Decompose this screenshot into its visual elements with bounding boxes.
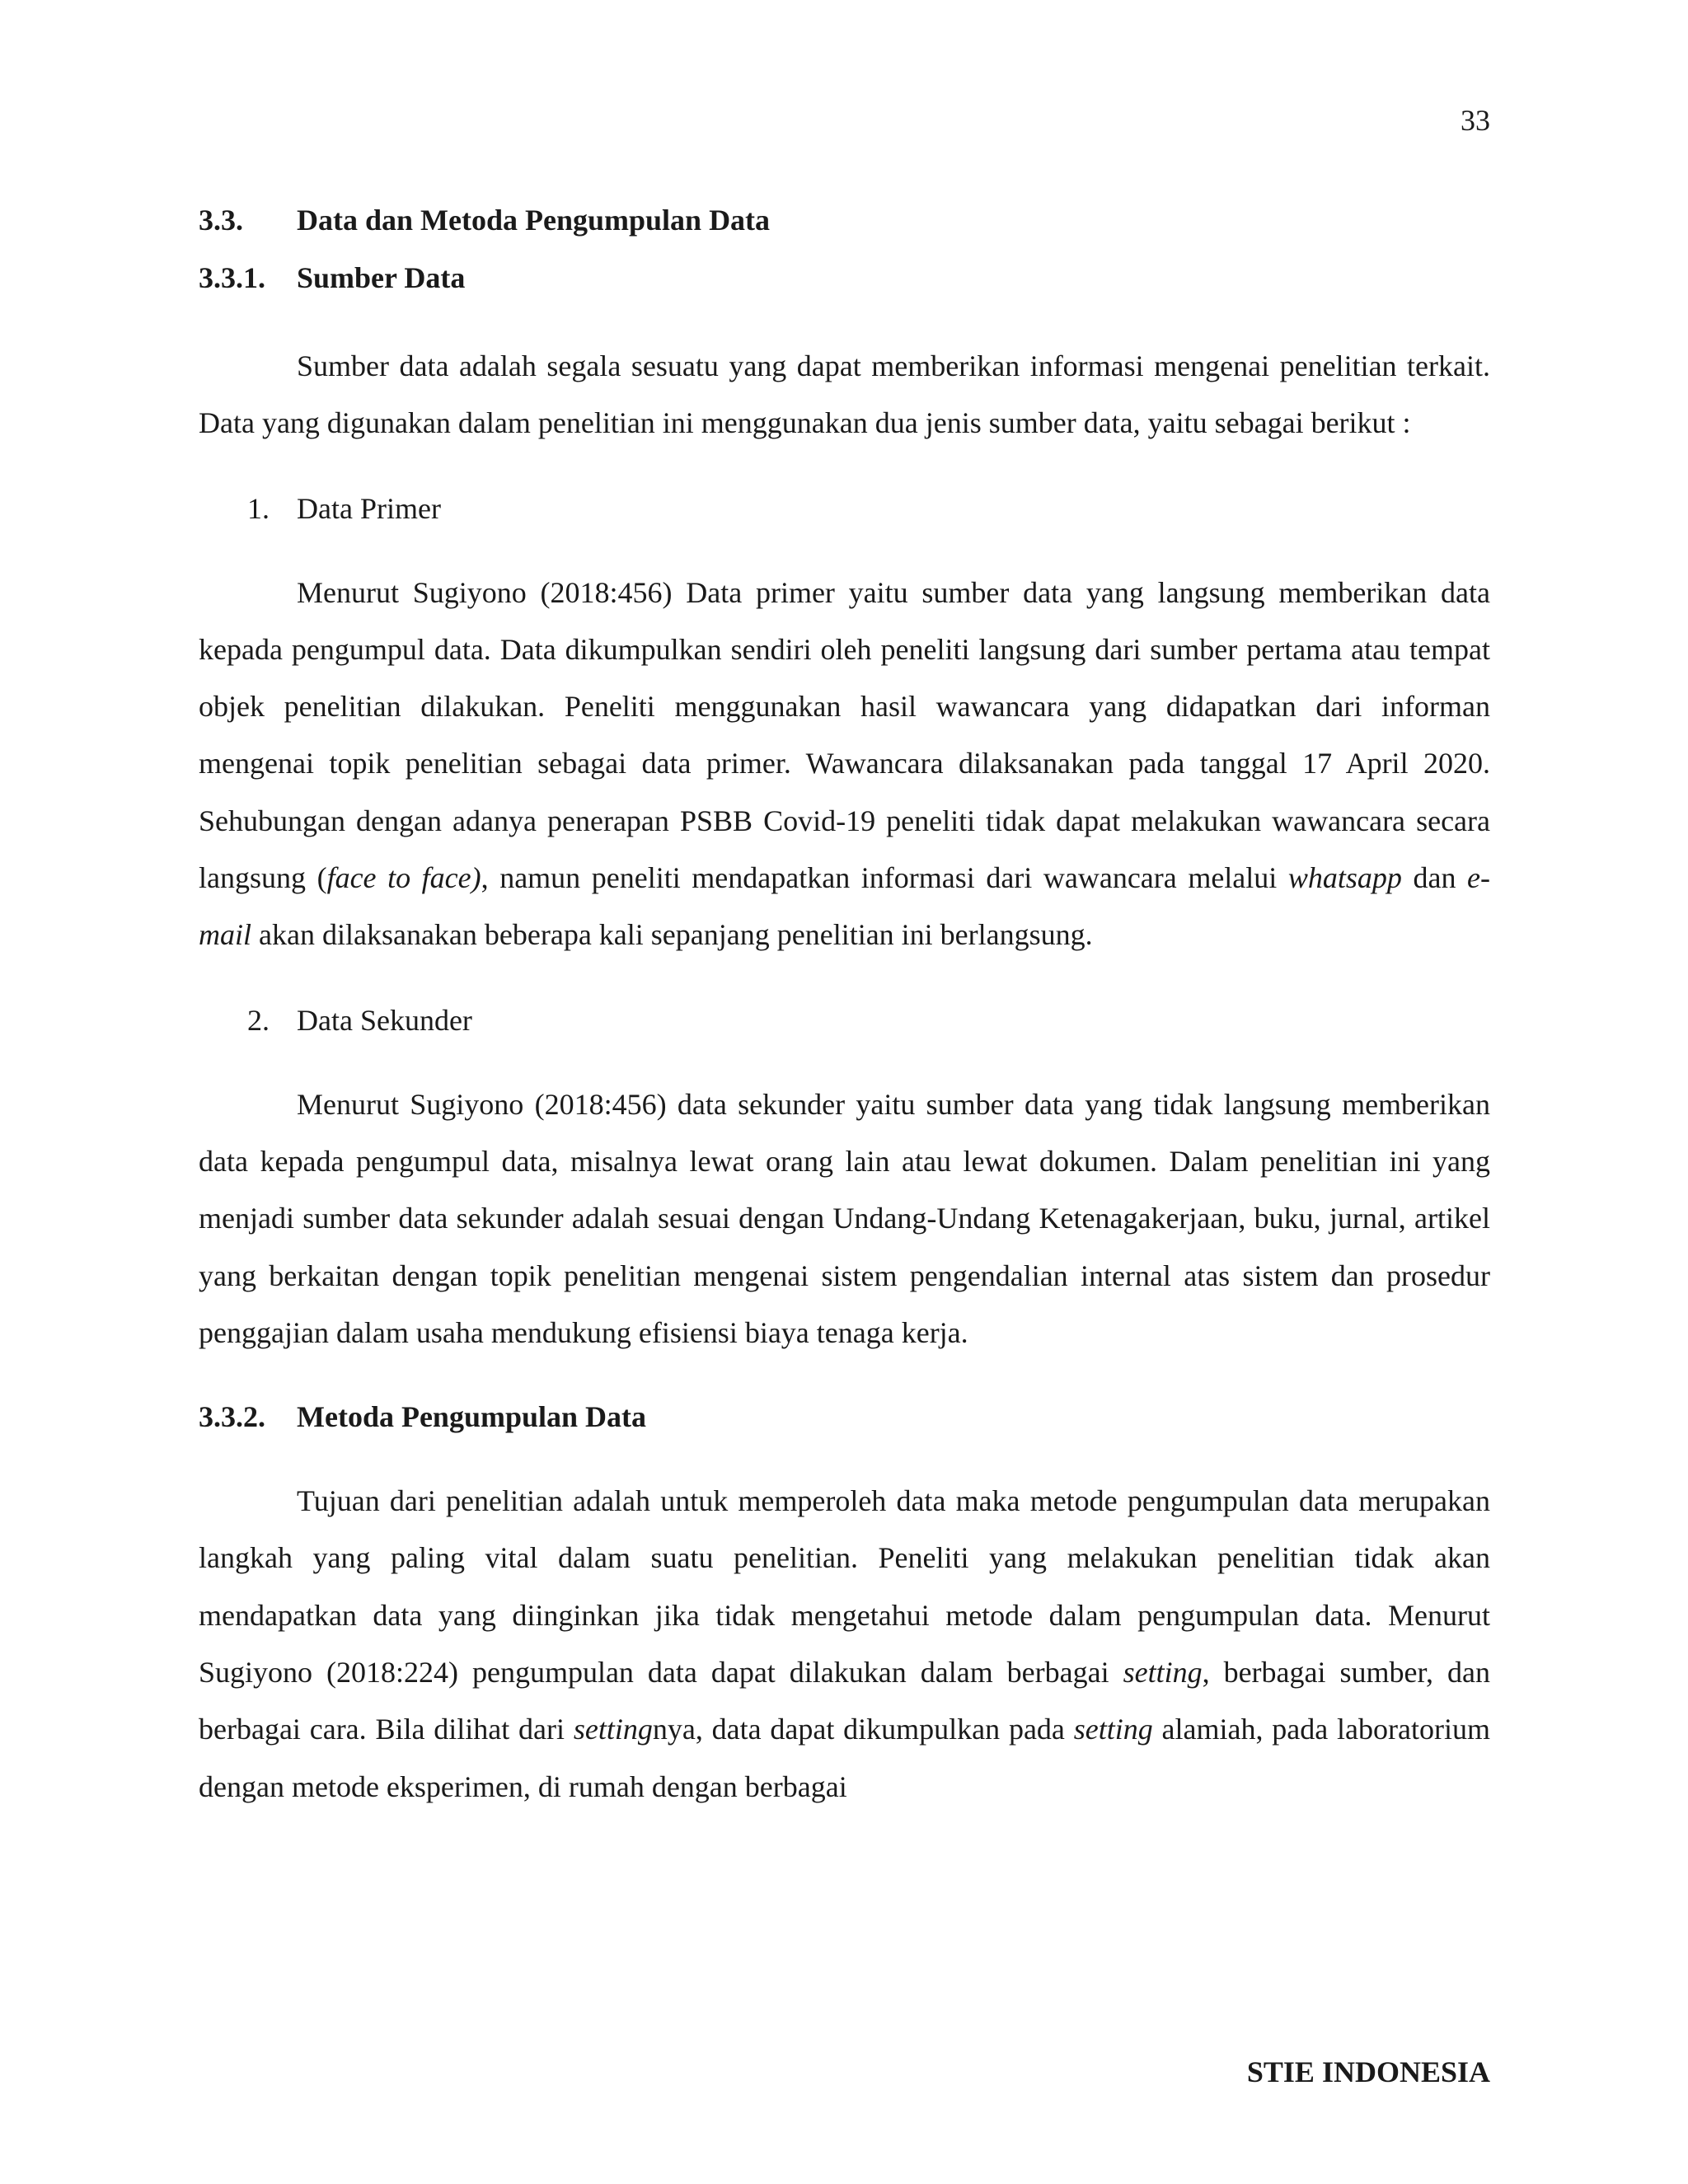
footer-institution: STIE INDONESIA — [1246, 2055, 1490, 2088]
paragraph-metoda — [199, 1473, 1490, 1816]
text-run: Tujuan dari penelitian adalah untuk memperoleh data maka metode pengumpulan data merupakan langkah yang paling vital dalam suatu penelitian. Peneliti yang melakukan penelitian tidak akan mendapatkan data yang diinginkan jika tidak mengetahui metode dalam pengumpulan data. Menurut Sugiyono (2018:224) pengumpulan data dapat dilakukan dalam berbagai — [199, 1484, 1490, 1690]
paragraph-data-primer — [199, 565, 1490, 964]
text-run: Menurut Sugiyono (2018:456) Data primer yaitu sumber data yang langsung memberikan data kepada pengumpul data. Data dikumpulkan sendiri oleh peneliti langsung dari sumber pertama atau tempat objek penelitian dilakukan. Peneliti menggunakan hasil wawancara yang didapatkan dari informan mengenai topik penelitian sebagai data primer. Wawancara dilaksanakan pada tanggal 17 April 2020. Sehubungan dengan adanya penerapan PSBB Covid-19 peneliti tidak dapat melakukan wawancara secara langsung ( — [199, 575, 1490, 895]
list-number: 1. — [247, 491, 270, 525]
section-heading-3-3-2 — [199, 1389, 1490, 1446]
section-title: Data dan Metoda Pengumpulan Data — [297, 204, 771, 237]
list-item-data-sekunder — [199, 992, 1490, 1049]
italic-run: face to face) — [326, 861, 481, 895]
list-number: 2. — [247, 1003, 270, 1037]
list-label: Data Primer — [297, 491, 441, 525]
paragraph-data-sekunder: Menurut Sugiyono (2018:456) data sekunder yaitu sumber data yang tidak langsung memberikan data kepada pengumpul data, misalnya lewat orang lain atau lewat dokumen. Dalam penelitian ini yang menjadi sumber data sekunder adalah sesuai dengan Undang-Undang Ketenagakerjaan, buku, jurnal, artikel yang berkaitan dengan topik penelitian mengenai sistem pengendalian internal atas sistem dan prosedur penggajian dalam usaha mendukung efisiensi biaya tenaga kerja. — [199, 1087, 1490, 1349]
italic-run: setting — [1123, 1656, 1203, 1690]
text-run: , namun peneliti mendapatkan informasi dari wawancara melalui — [481, 861, 1288, 895]
list-item-data-primer — [199, 480, 1490, 537]
text-run: alamiah, pada laboratorium dengan metode eksperimen, di rumah dengan berbagai — [199, 1713, 1490, 1803]
italic-run: setting — [1073, 1713, 1153, 1746]
page-number: 33 — [1461, 104, 1490, 137]
italic-run: e-mail — [199, 861, 1490, 952]
section-title: Metoda Pengumpulan Data — [297, 1400, 647, 1434]
section-title: Sumber Data — [297, 261, 466, 294]
section-heading-3-3-1 — [199, 254, 1490, 312]
document-body — [199, 196, 1490, 1816]
text-run: dan — [1401, 861, 1468, 895]
paragraph-intro: Sumber data adalah segala sesuatu yang dapat memberikan informasi mengenai penelitian terkait. Data yang digunakan dalam penelitian ini menggunakan dua jenis sumber data, yaitu sebagai berikut : — [199, 349, 1490, 440]
text-run: nya, data dapat dikumpulkan pada — [652, 1713, 1074, 1746]
section-heading-3-3 — [199, 196, 1490, 254]
section-number: 3.3.2. — [199, 1400, 265, 1434]
section-number: 3.3. — [199, 204, 243, 237]
section-number: 3.3.1. — [199, 261, 265, 294]
list-label: Data Sekunder — [297, 1003, 472, 1037]
text-run: , berbagai sumber, dan berbagai cara. Bila dilihat dari — [199, 1656, 1490, 1746]
italic-run: setting — [573, 1713, 653, 1746]
italic-run: whatsapp — [1287, 861, 1402, 895]
text-run: akan dilaksanakan beberapa kali sepanjang penelitian ini berlangsung. — [251, 918, 1093, 952]
